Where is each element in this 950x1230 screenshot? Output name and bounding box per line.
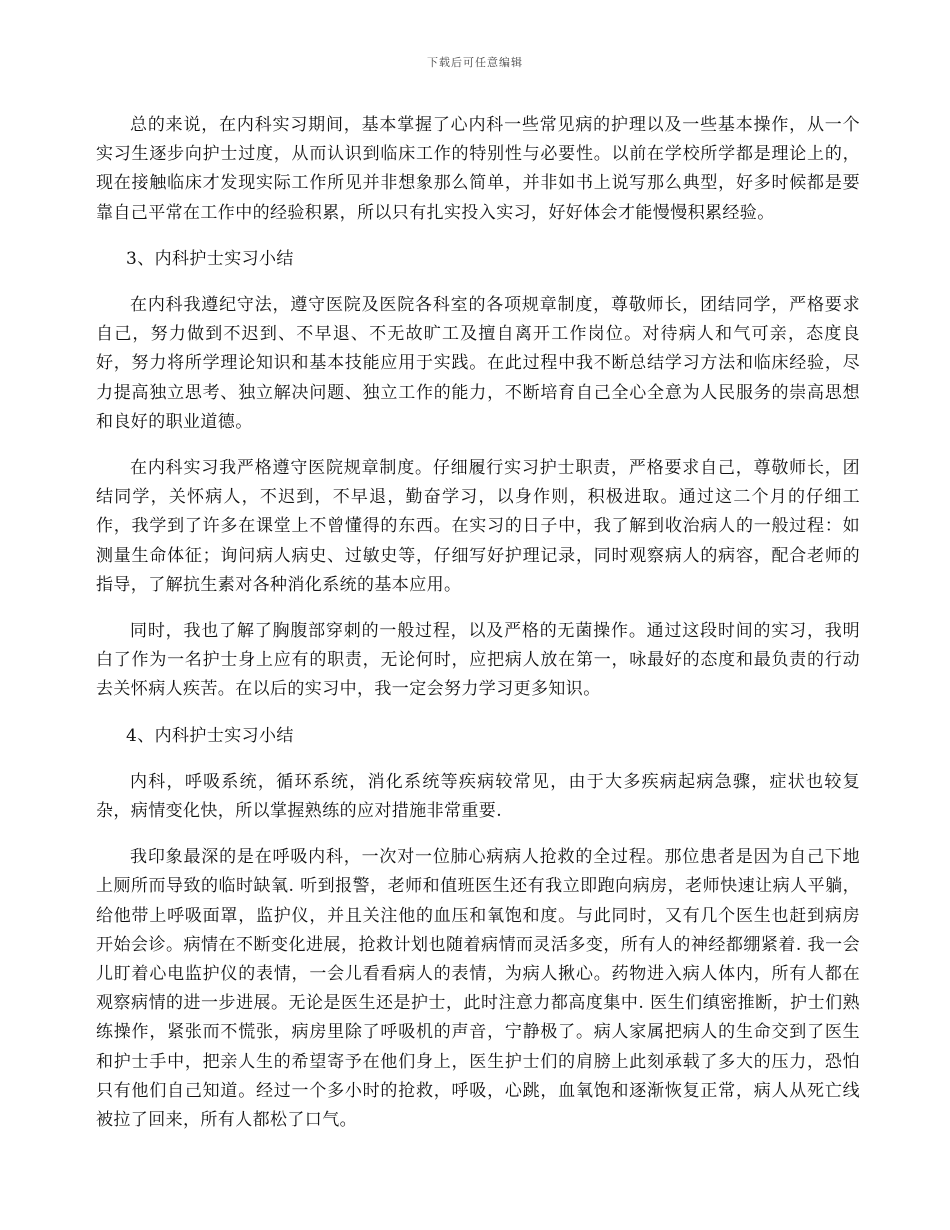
document-body (96, 111, 860, 1152)
paragraph-rescue: 我印象最深的是在呼吸内科，一次对一位肺心病病人抢救的全过程。那位患者是因为自己下地上厕所而导致的临时缺氧. 听到报警，老师和值班医生还有我立即跑向病房，老师快速让病人平躺，给他带上呼吸面罩，监护仪，并且关注他的血压和氧饱和度。与此同时，又有几个医生也赶到病房开始会诊。病情在不断变化进展，抢救计划也随着病情而灵活多变，所有人的神经都绷紧着. 我一会儿盯着心电监护仪的表情，一会儿看看病人的表情，为病人揪心。药物进入病人体内，所有人都在观察病情的进一步进展。无论是医生还是护士，此时注意力都高度集中. 医生们缜密推断，护士们熟练操作，紧张而不慌张，病房里除了呼吸机的声音，宁静极了。病人家属把病人的生命交到了医生和护士手中，把亲人生的希望寄予在他们身上，医生护士们的肩膀上此刻承载了多大的压力，恐怕只有他们自己知道。经过一个多小时的抢救，呼吸，心跳，血氧饱和逐渐恢复正常，病人从死亡线被拉了回来，所有人都松了口气。 (96, 847, 860, 1131)
paragraph-duties: 在内科实习我严格遵守医院规章制度。仔细履行实习护士职责，严格要求自己，尊敬师长，团结同学，关怀病人，不迟到，不早退，勤奋学习，以身作则，积极进取。通过这二个月的仔细工作，我学到了许多在课堂上不曾懂得的东西。在实习的日子中，我了解到收治病人的一般过程：如测量生命体征；询问病人病史、过敏史等，仔细写好护理记录，同时观察病人的病容，配合老师的指导，了解抗生素对各种消化系统的基本应用。 (96, 458, 860, 595)
page-header: 下载后可任意编辑 (427, 56, 523, 69)
section-heading-3: 3、内科护士实习小结 (126, 248, 294, 269)
paragraph-systems: 内科，呼吸系统，循环系统，消化系统等疾病较常见，由于大多疾病起病急骤，症状也较复杂，病情变化快，所以掌握熟练的应对措施非常重要. (96, 771, 860, 822)
section-heading-4: 4、内科护士实习小结 (126, 725, 294, 746)
paragraph-puncture: 同时，我也了解了胸腹部穿刺的一般过程，以及严格的无菌操作。通过这段时间的实习，我明白了作为一名护士身上应有的职责，无论何时，应把病人放在第一，咏最好的态度和最负责的行动去关怀病人疾苦。在以后的实习中，我一定会努力学习更多知识。 (96, 621, 860, 700)
paragraph-discipline: 在内科我遵纪守法，遵守医院及医院各科室的各项规章制度，尊敬师长，团结同学，严格要求自己，努力做到不迟到、不早退、不无故旷工及擅自离开工作岗位。对待病人和气可亲，态度良好，努力将所学理论知识和基本技能应用于实践。在此过程中我不断总结学习方法和临床经验，尽力提高独立思考、独立解决问题、独立工作的能力，不断培育自己全心全意为人民服务的崇高思想和良好的职业道德。 (96, 295, 860, 432)
paragraph-summary: 总的来说，在内科实习期间，基本掌握了心内科一些常见病的护理以及一些基本操作，从一个实习生逐步向护士过度，从而认识到临床工作的特别性与必要性。以前在学校所学都是理论上的，现在接触临床才发现实际工作所见并非想象那么简单，并非如书上说写那么典型，好多时候都是要靠自己平常在工作中的经验积累，所以只有扎实投入实习，好好体会才能慢慢积累经验。 (96, 115, 860, 223)
